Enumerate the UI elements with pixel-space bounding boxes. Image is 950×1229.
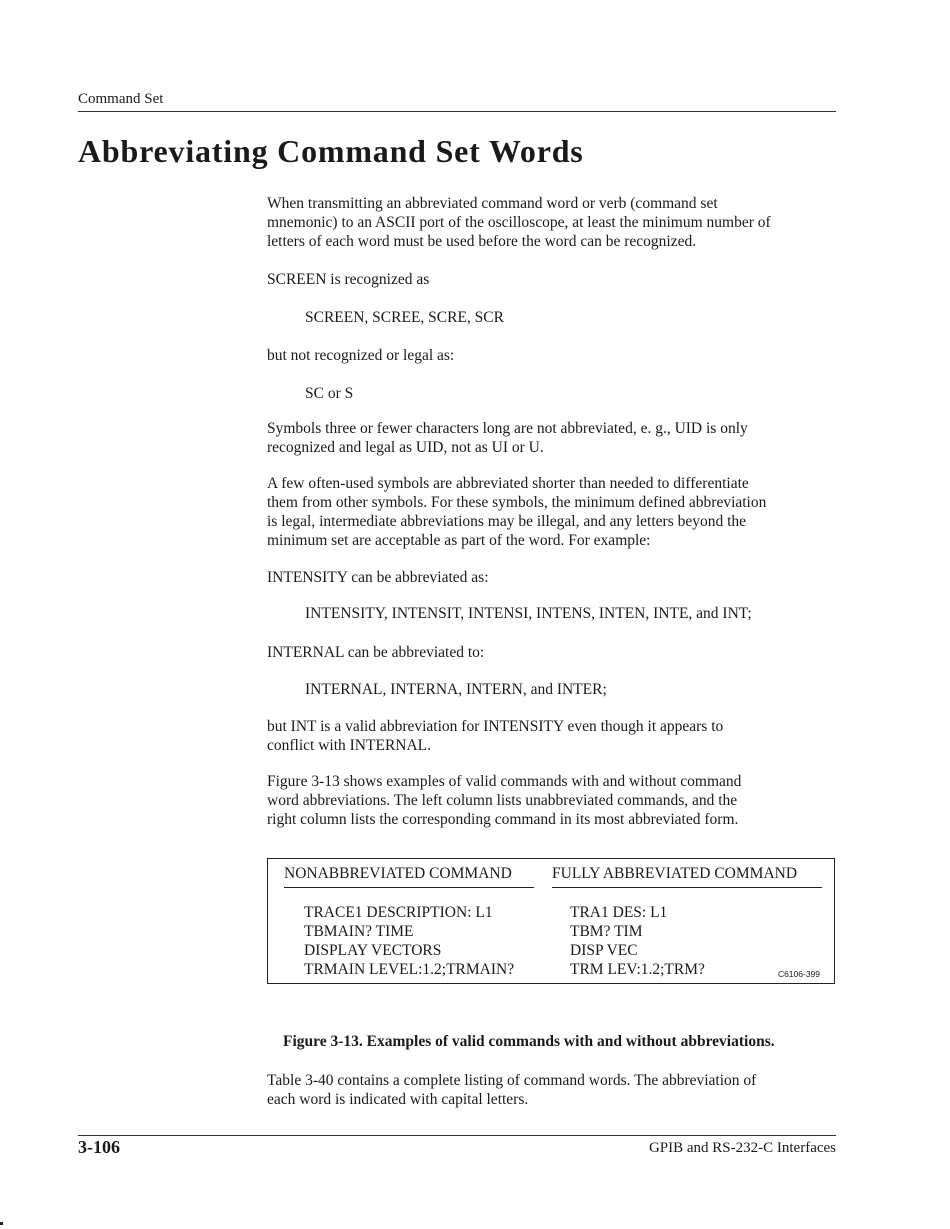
scan-mark <box>0 1222 3 1225</box>
table-reference-paragraph <box>267 1071 756 1109</box>
command-row: TRA1 DES: L1 <box>570 904 668 921</box>
left-command-list <box>304 903 514 979</box>
text-line: conflict with INTERNAL. <box>267 737 432 754</box>
internal-forms-example: INTERNAL, INTERNA, INTERN, and INTER; <box>305 681 607 698</box>
text-line: is legal, intermediate abbreviations may be illegal, and any letters beyond the <box>267 513 747 530</box>
intro-paragraph <box>267 194 771 251</box>
footer-title: GPIB and RS-232-C Interfaces <box>648 1140 836 1156</box>
text-line: letters of each word must be used before the word can be recognized. <box>267 233 697 250</box>
text-line: Table 3-40 contains a complete listing of command words. The abbreviation of <box>267 1072 757 1089</box>
command-row: DISPLAY VECTORS <box>304 942 442 959</box>
text-line: When transmitting an abbreviated command word or verb (command set <box>267 195 718 212</box>
figure-reference-paragraph <box>267 772 741 829</box>
command-row: TBMAIN? TIME <box>304 923 414 940</box>
page-number: 3-106 <box>78 1137 120 1157</box>
left-heading-underline <box>284 887 534 888</box>
figure-box <box>267 858 835 984</box>
text-line: them from other symbols. For these symbols, the minimum defined abbreviation <box>267 494 767 511</box>
intensity-intro-text: INTENSITY can be abbreviated as: <box>267 569 489 586</box>
text-line: but INT is a valid abbreviation for INTENSITY even though it appears to <box>267 718 724 735</box>
few-symbols-paragraph <box>267 474 766 550</box>
screen-forms-example: SCREEN, SCREE, SCRE, SCR <box>305 309 504 326</box>
text-line: Symbols three or fewer characters long are not abbreviated, e. g., UID is only <box>267 420 748 437</box>
text-line: minimum set are acceptable as part of the word. For example: <box>267 532 651 549</box>
text-line: each word is indicated with capital letters. <box>267 1091 529 1108</box>
intensity-forms-example: INTENSITY, INTENSIT, INTENSI, INTENS, INTEN, INTE, and INT; <box>305 605 752 622</box>
text-line: right column lists the corresponding command in its most abbreviated form. <box>267 811 739 828</box>
command-row: TRM LEV:1.2;TRM? <box>570 961 705 978</box>
symbols-paragraph <box>267 419 748 457</box>
right-column-heading: FULLY ABBREVIATED COMMAND <box>552 865 798 882</box>
command-row: TRMAIN LEVEL:1.2;TRMAIN? <box>304 961 515 978</box>
command-row: TBM? TIM <box>570 923 643 940</box>
text-line: mnemonic) to an ASCII port of the oscilloscope, at least the minimum number of <box>267 214 771 231</box>
right-command-list <box>570 903 705 979</box>
running-header: Command Set <box>78 91 164 107</box>
footer-rule <box>78 1135 836 1136</box>
figure-caption: Figure 3-13. Examples of valid commands with and without abbreviations. <box>283 1033 775 1050</box>
internal-intro-text: INTERNAL can be abbreviated to: <box>267 644 485 661</box>
text-line: A few often-used symbols are abbreviated shorter than needed to differentiate <box>267 475 749 492</box>
command-row: TRACE1 DESCRIPTION: L1 <box>304 904 493 921</box>
text-line: word abbreviations. The left column lists unabbreviated commands, and the <box>267 792 738 809</box>
not-forms-example: SC or S <box>305 385 354 402</box>
right-heading-underline <box>552 887 822 888</box>
figure-id-label: C6106-399 <box>777 969 820 979</box>
screen-recognized-text: SCREEN is recognized as <box>267 271 430 288</box>
header-rule <box>78 111 836 112</box>
text-line: Figure 3-13 shows examples of valid commands with and without command <box>267 773 742 790</box>
not-recognized-text: but not recognized or legal as: <box>267 347 455 364</box>
text-line: recognized and legal as UID, not as UI or U. <box>267 439 544 456</box>
page-title: Abbreviating Command Set Words <box>78 133 584 169</box>
left-column-heading: NONABBREVIATED COMMAND <box>284 865 512 882</box>
int-valid-paragraph <box>267 717 723 755</box>
command-row: DISP VEC <box>570 942 638 959</box>
